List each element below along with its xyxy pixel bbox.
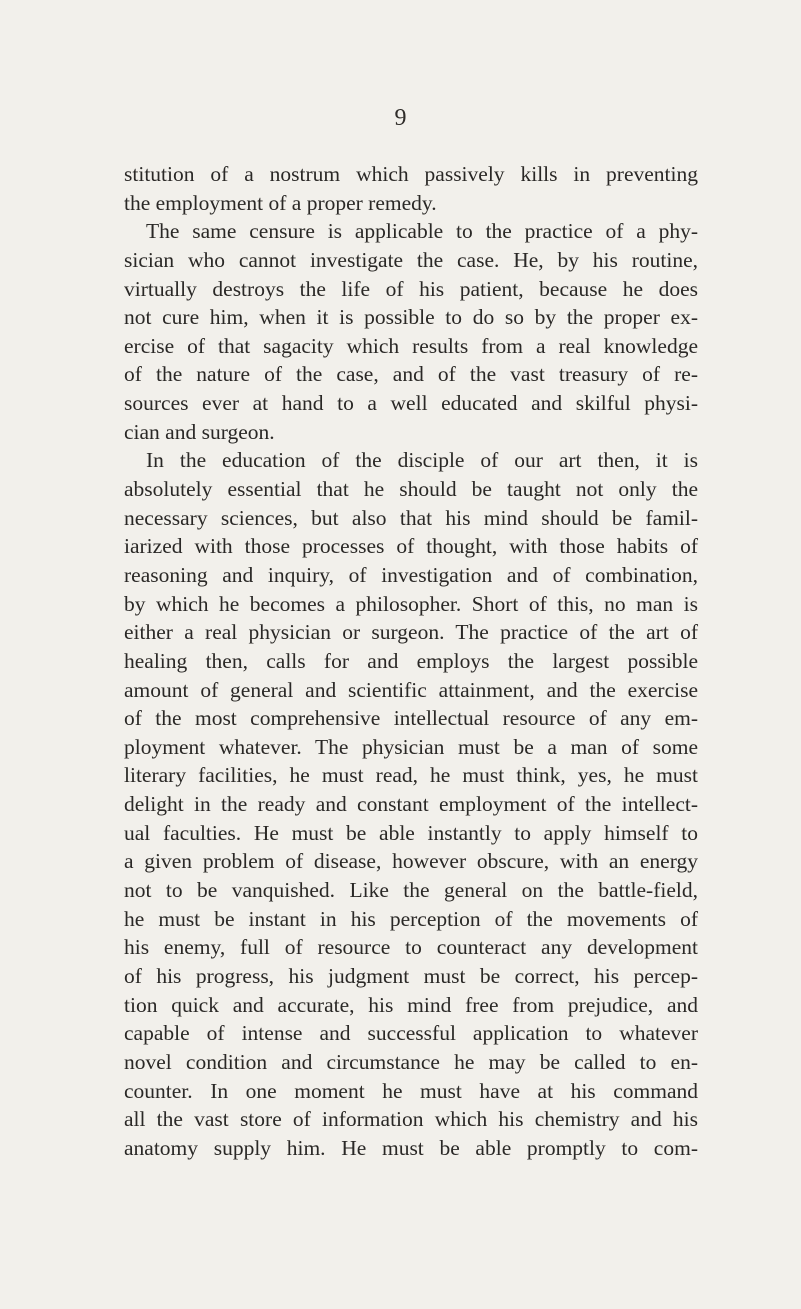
text-line: of the nature of the case, and of the vast treasury of re- — [124, 362, 698, 387]
text-line: tion quick and accurate, his mind free from prejudice, and — [124, 992, 698, 1017]
text-line: sources ever at hand to a well educated and skilful physi- — [124, 391, 698, 416]
text-line: virtually destroys the life of his patient, because he does — [124, 276, 698, 301]
text-line: amount of general and scientific attainment, and the exercise — [124, 677, 698, 702]
text-line: stitution of a nostrum which passively kills in preventing — [124, 162, 698, 186]
text-line: his enemy, full of resource to counteract any development — [124, 935, 698, 960]
text-line: cian and surgeon. — [124, 419, 275, 444]
text-line: not to be vanquished. Like the general on the battle-field, — [124, 878, 698, 903]
text-line: necessary sciences, but also that his mind should be famil- — [124, 505, 698, 530]
text-line: ployment whatever. The physician must be a man of some — [124, 734, 698, 759]
body-text — [124, 160, 698, 1162]
text-line: In the education of the disciple of our art then, it is — [146, 448, 698, 473]
text-line: of the most comprehensive intellectual resource of any em- — [124, 706, 698, 731]
text-line: capable of intense and successful application to whatever — [124, 1021, 698, 1046]
text-line: by which he becomes a philosopher. Short of this, no man is — [124, 591, 698, 616]
text-line: ual faculties. He must be able instantly to apply himself to — [124, 820, 698, 845]
text-line: delight in the ready and constant employment of the intellect- — [124, 792, 698, 817]
text-line: not cure him, when it is possible to do so by the proper ex- — [124, 305, 698, 330]
text-line: either a real physician or surgeon. The practice of the art of — [124, 620, 698, 645]
text-line: all the vast store of information which his chemistry and his — [124, 1107, 698, 1132]
text-line: novel condition and circumstance he may be called to en- — [124, 1049, 698, 1074]
text-line: a given problem of disease, however obscure, with an energy — [124, 849, 698, 874]
text-line: literary facilities, he must read, he must think, yes, he must — [124, 763, 698, 788]
text-line: The same censure is applicable to the practice of a phy- — [146, 219, 698, 244]
text-line: sician who cannot investigate the case. He, by his routine, — [124, 247, 698, 272]
page-number: 9 — [394, 105, 407, 131]
text-line: reasoning and inquiry, of investigation and of combination, — [124, 562, 698, 587]
text-line: absolutely essential that he should be taught not only the — [124, 477, 698, 502]
text-line: the employment of a proper remedy. — [124, 190, 437, 215]
text-line: of his progress, his judgment must be correct, his percep- — [124, 963, 698, 988]
text-line: anatomy supply him. He must be able promptly to com- — [124, 1135, 698, 1160]
text-line: iarized with those processes of thought, with those habits of — [124, 534, 698, 559]
text-line: he must be instant in his perception of the movements of — [124, 906, 698, 931]
text-line: healing then, calls for and employs the largest possible — [124, 648, 698, 673]
text-line: ercise of that sagacity which results from a real knowledge — [124, 333, 698, 358]
text-line: counter. In one moment he must have at his command — [124, 1078, 698, 1103]
